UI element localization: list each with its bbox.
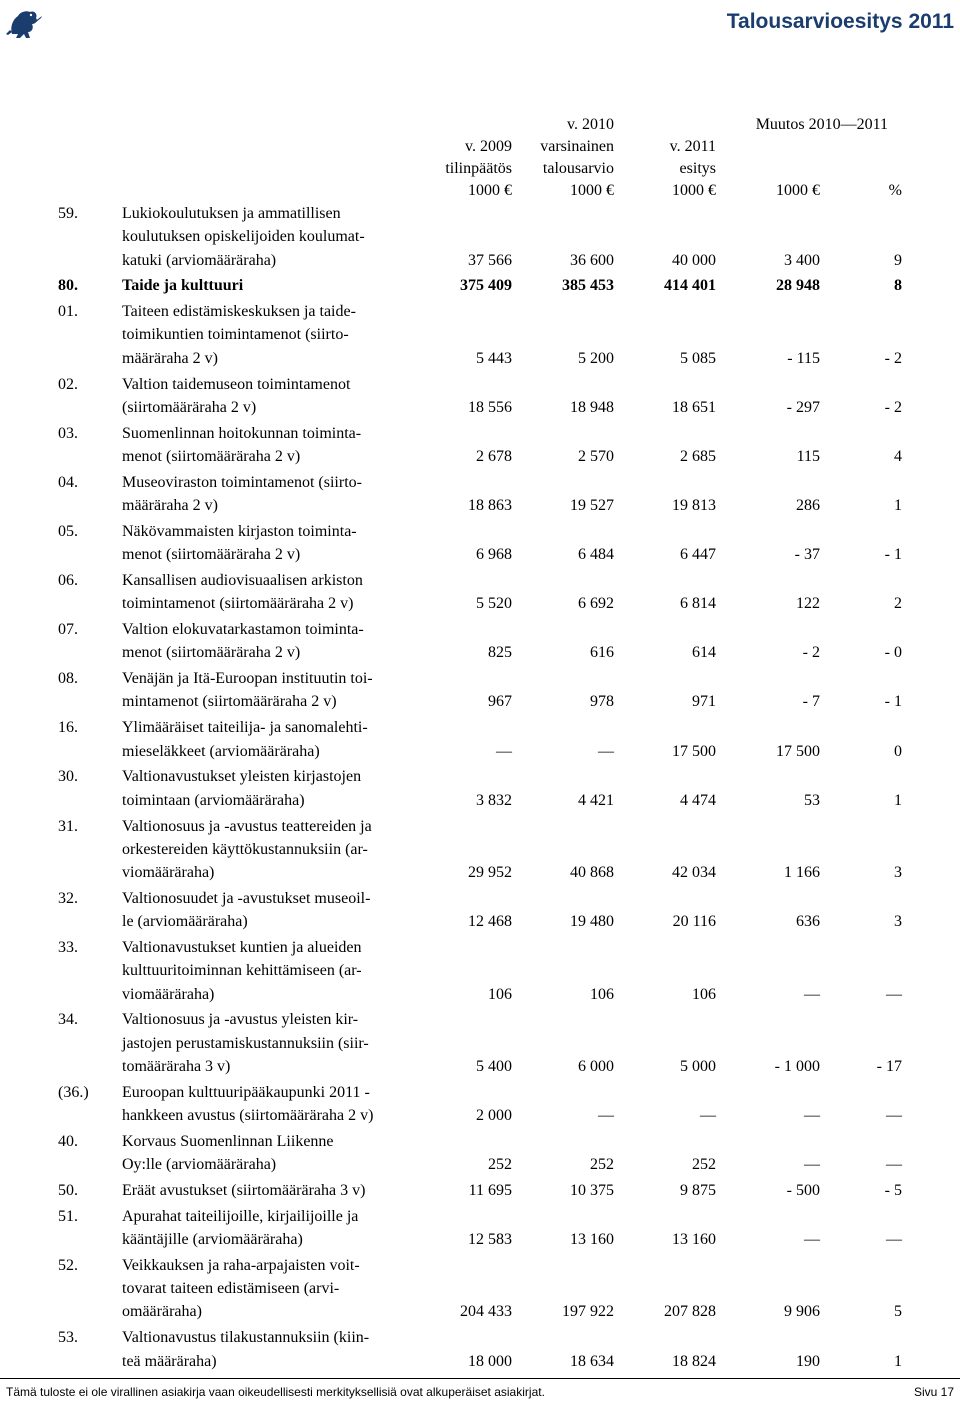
row-code: 31. bbox=[58, 817, 78, 835]
change-eur: — bbox=[804, 1156, 820, 1174]
value-2010: 13 160 bbox=[570, 1231, 614, 1249]
col-header-2009: 1000 € bbox=[468, 182, 512, 199]
table-row bbox=[0, 817, 960, 887]
table-row bbox=[0, 1083, 960, 1130]
value-2010: 616 bbox=[590, 644, 614, 662]
value-2011: 614 bbox=[692, 644, 716, 662]
change-eur: 53 bbox=[804, 791, 820, 809]
row-code: 59. bbox=[58, 205, 78, 222]
row-description: Valtion taidemuseon toimintamenot bbox=[122, 375, 351, 393]
change-pct: - 1 bbox=[884, 693, 902, 711]
row-code: 32. bbox=[58, 889, 78, 907]
change-pct: — bbox=[886, 1231, 902, 1249]
value-2009: 2 678 bbox=[476, 447, 512, 465]
value-2010: 19 480 bbox=[570, 913, 614, 931]
value-2010: 5 200 bbox=[578, 349, 614, 367]
change-pct: — bbox=[886, 1156, 902, 1174]
value-2011: 18 651 bbox=[672, 398, 716, 416]
page-header bbox=[0, 0, 960, 50]
col-header-2010: 1000 € bbox=[570, 182, 614, 199]
table-row bbox=[0, 473, 960, 520]
value-2010: 36 600 bbox=[570, 251, 614, 269]
row-description: menot (siirtomääräraha 2 v) bbox=[122, 644, 301, 662]
change-pct: 4 bbox=[894, 447, 902, 465]
value-2010: 19 527 bbox=[570, 497, 614, 515]
value-2011: 40 000 bbox=[672, 251, 716, 269]
table-row bbox=[0, 1207, 960, 1254]
row-description: Oy:lle (arviomääräraha) bbox=[122, 1156, 277, 1174]
col-header-change: Muutos 2010—2011 bbox=[755, 116, 888, 133]
row-description: Näkövammaisten kirjaston toiminta- bbox=[122, 522, 357, 540]
value-2010: 6 692 bbox=[578, 595, 614, 613]
row-description: jastojen perustamiskustannuksiin (siir- bbox=[122, 1034, 369, 1052]
value-2009: 825 bbox=[488, 644, 512, 662]
value-2009: 37 566 bbox=[468, 251, 512, 269]
value-2009: 967 bbox=[488, 693, 512, 711]
table-row bbox=[0, 1256, 960, 1326]
row-code: (36.) bbox=[58, 1083, 89, 1101]
change-eur: 636 bbox=[796, 913, 820, 931]
row-description: Venäjän ja Itä-Euroopan instituutin toi- bbox=[122, 670, 373, 688]
row-description: Apurahat taiteilijoille, kirjailijoille ja bbox=[122, 1207, 359, 1225]
value-2009: 5 520 bbox=[476, 595, 512, 613]
value-2010: — bbox=[598, 1107, 614, 1125]
table-row bbox=[0, 938, 960, 1008]
row-code: 40. bbox=[58, 1132, 78, 1150]
col-header-2010: v. 2010 bbox=[567, 116, 614, 133]
value-2009: 375 409 bbox=[460, 277, 512, 295]
row-description: menot (siirtomääräraha 2 v) bbox=[122, 447, 301, 465]
row-description: Museoviraston toimintamenot (siirto- bbox=[122, 473, 362, 491]
row-code: 01. bbox=[58, 303, 78, 321]
value-2011: 6 814 bbox=[680, 595, 716, 613]
value-2011: 2 685 bbox=[680, 447, 716, 465]
col-header-change-pct: % bbox=[888, 182, 902, 199]
table-row bbox=[0, 571, 960, 618]
value-2011: 42 034 bbox=[672, 864, 716, 882]
value-2009: — bbox=[496, 742, 512, 760]
row-description: Ylimääräiset taiteilija- ja sanomalehti- bbox=[122, 719, 368, 737]
row-description: (siirtomääräraha 2 v) bbox=[122, 398, 257, 416]
footer-disclaimer: Tämä tuloste ei ole virallinen asiakirja vaan oikeudellisesti merkityksellisiä ovat alkuperäiset asiakirjat. bbox=[6, 1385, 545, 1399]
row-description: menot (siirtomääräraha 2 v) bbox=[122, 546, 301, 564]
col-header-2011: v. 2011 bbox=[669, 138, 716, 155]
change-pct: — bbox=[886, 1107, 902, 1125]
change-eur: 9 906 bbox=[784, 1303, 820, 1321]
change-pct: 1 bbox=[894, 791, 902, 809]
row-description: Kansallisen audiovisuaalisen arkiston bbox=[122, 572, 363, 589]
value-2011: 252 bbox=[692, 1156, 716, 1174]
change-eur: 122 bbox=[796, 595, 820, 613]
table-row bbox=[0, 375, 960, 422]
value-2009: 6 968 bbox=[476, 546, 512, 564]
col-header-2009: tilinpäätös bbox=[445, 160, 512, 177]
row-description: Valtionavustukset yleisten kirjastojen bbox=[122, 768, 362, 786]
change-pct: 3 bbox=[894, 913, 902, 931]
document-title: Talousarvioesitys 2011 bbox=[726, 10, 954, 33]
row-code: 05. bbox=[58, 522, 78, 540]
row-description: Valtionavustus tilakustannuksiin (kiin- bbox=[122, 1329, 370, 1347]
change-pct: — bbox=[886, 985, 902, 1003]
change-pct: 1 bbox=[894, 497, 902, 515]
value-2010: 18 634 bbox=[570, 1352, 614, 1370]
table-row bbox=[0, 669, 960, 716]
row-description: Euroopan kulttuuripääkaupunki 2011 - bbox=[122, 1083, 370, 1101]
value-2011: 20 116 bbox=[672, 913, 716, 931]
change-eur: 190 bbox=[796, 1352, 820, 1370]
row-code: 53. bbox=[58, 1329, 78, 1347]
value-2011: 13 160 bbox=[672, 1231, 716, 1249]
value-2011: 414 401 bbox=[664, 277, 716, 295]
value-2009: 12 468 bbox=[468, 913, 512, 931]
row-code: 03. bbox=[58, 424, 78, 442]
row-description: Korvaus Suomenlinnan Liikenne bbox=[122, 1132, 334, 1150]
table-row bbox=[0, 424, 960, 471]
change-eur: - 500 bbox=[786, 1182, 820, 1199]
value-2011: 5 085 bbox=[680, 349, 716, 367]
row-description: tomääräraha 3 v) bbox=[122, 1057, 231, 1075]
lion-crest-icon bbox=[4, 4, 44, 44]
value-2009: 252 bbox=[488, 1156, 512, 1174]
change-pct: - 1 bbox=[884, 546, 902, 564]
value-2011: 5 000 bbox=[680, 1057, 716, 1075]
table-row bbox=[0, 1181, 960, 1204]
value-2009: 18 000 bbox=[468, 1352, 512, 1370]
row-code: 30. bbox=[58, 768, 78, 786]
row-code: 80. bbox=[58, 277, 78, 295]
row-description: määräraha 2 v) bbox=[122, 349, 218, 367]
change-eur: - 297 bbox=[786, 398, 820, 416]
value-2010: 385 453 bbox=[562, 277, 614, 295]
table-row bbox=[0, 767, 960, 814]
row-description: hankkeen avustus (siirtomääräraha 2 v) bbox=[122, 1107, 374, 1125]
row-description: Valtionosuudet ja -avustukset museoil- bbox=[122, 889, 371, 907]
row-description: mintamenot (siirtomääräraha 2 v) bbox=[122, 693, 337, 711]
col-header-change-eur: 1000 € bbox=[776, 182, 820, 199]
value-2009: 29 952 bbox=[468, 864, 512, 882]
row-description: kääntäjille (arviomääräraha) bbox=[122, 1231, 303, 1249]
value-2011: 17 500 bbox=[672, 742, 716, 760]
value-2011: 19 813 bbox=[672, 497, 716, 515]
change-pct: 5 bbox=[894, 1303, 902, 1321]
col-header-2010: varsinainen bbox=[540, 138, 614, 155]
row-description: viomääräraha) bbox=[122, 864, 215, 882]
value-2009: 18 863 bbox=[468, 497, 512, 515]
col-header-2011: 1000 € bbox=[672, 182, 716, 199]
value-2009: 5 443 bbox=[476, 349, 512, 367]
value-2011: 971 bbox=[692, 693, 716, 711]
table-row bbox=[0, 522, 960, 569]
value-2009: 2 000 bbox=[476, 1107, 512, 1125]
row-description: toimikuntien toimintamenot (siirto- bbox=[122, 326, 349, 344]
row-description: Suomenlinnan hoitokunnan toiminta- bbox=[122, 424, 362, 442]
row-description: orkestereiden käyttökustannuksiin (ar- bbox=[122, 840, 368, 858]
value-2010: 18 948 bbox=[570, 398, 614, 416]
row-code: 02. bbox=[58, 375, 78, 393]
change-pct: 2 bbox=[894, 595, 902, 613]
row-code: 33. bbox=[58, 939, 78, 956]
row-description: Valtionosuus ja -avustus teattereiden ja bbox=[122, 817, 372, 835]
change-pct: 9 bbox=[894, 251, 902, 269]
value-2011: 207 828 bbox=[664, 1303, 716, 1321]
table-row bbox=[0, 276, 960, 299]
value-2011: — bbox=[700, 1107, 716, 1125]
row-description: toimintamenot (siirtomääräraha 2 v) bbox=[122, 595, 354, 613]
change-pct: - 2 bbox=[884, 398, 902, 416]
footer-divider bbox=[0, 1378, 960, 1379]
table-row bbox=[0, 889, 960, 936]
col-header-2010: talousarvio bbox=[542, 160, 614, 177]
change-pct: - 17 bbox=[876, 1057, 902, 1075]
change-pct: 8 bbox=[894, 277, 902, 295]
row-code: 16. bbox=[58, 719, 78, 737]
change-pct: - 5 bbox=[884, 1182, 902, 1199]
row-description: Veikkauksen ja raha-arpajaisten voit- bbox=[122, 1256, 360, 1274]
value-2011: 6 447 bbox=[680, 546, 716, 564]
row-description: toimintaan (arviomääräraha) bbox=[122, 791, 305, 809]
value-2011: 9 875 bbox=[680, 1182, 716, 1199]
change-eur: - 1 000 bbox=[774, 1057, 820, 1075]
value-2010: 6 484 bbox=[578, 546, 614, 564]
row-description: teä määräraha) bbox=[122, 1352, 217, 1370]
row-description: Taiteen edistämiskeskuksen ja taide- bbox=[122, 303, 356, 321]
row-description: kulttuuritoiminnan kehittämiseen (ar- bbox=[122, 962, 362, 980]
value-2009: 3 832 bbox=[476, 791, 512, 809]
row-description: määräraha 2 v) bbox=[122, 497, 218, 515]
row-description: viomääräraha) bbox=[122, 985, 215, 1003]
value-2010: 40 868 bbox=[570, 864, 614, 882]
table-row bbox=[0, 620, 960, 667]
change-eur: 115 bbox=[796, 447, 820, 465]
change-eur: - 37 bbox=[794, 546, 820, 564]
change-eur: 286 bbox=[796, 497, 820, 515]
row-description: Taide ja kulttuuri bbox=[122, 277, 244, 295]
row-description: le (arviomääräraha) bbox=[122, 913, 248, 931]
row-code: 07. bbox=[58, 621, 78, 639]
change-eur: - 7 bbox=[802, 693, 820, 711]
row-code: 08. bbox=[58, 670, 78, 688]
row-description: katuki (arviomääräraha) bbox=[122, 251, 277, 269]
row-description: Lukiokoulutuksen ja ammatillisen bbox=[122, 205, 341, 222]
row-description: tovarat taiteen edistämiseen (arvi- bbox=[122, 1280, 340, 1298]
table-row bbox=[0, 718, 960, 765]
value-2010: 106 bbox=[590, 985, 614, 1003]
value-2011: 106 bbox=[692, 985, 716, 1003]
change-eur: 3 400 bbox=[784, 251, 820, 269]
row-code: 06. bbox=[58, 572, 78, 589]
page-number: Sivu 17 bbox=[913, 1385, 954, 1399]
table-row bbox=[0, 1132, 960, 1179]
value-2011: 4 474 bbox=[680, 791, 716, 809]
change-eur: — bbox=[804, 1107, 820, 1125]
row-description: Valtionosuus ja -avustus yleisten kir- bbox=[122, 1011, 359, 1029]
value-2010: 978 bbox=[590, 693, 614, 711]
row-code: 04. bbox=[58, 473, 78, 491]
value-2010: 252 bbox=[590, 1156, 614, 1174]
table-row bbox=[0, 302, 960, 372]
value-2009: 12 583 bbox=[468, 1231, 512, 1249]
change-eur: — bbox=[804, 1231, 820, 1249]
change-pct: - 0 bbox=[884, 644, 902, 662]
row-description: koulutuksen opiskelijoiden koulumat- bbox=[122, 228, 365, 246]
change-eur: — bbox=[804, 985, 820, 1003]
value-2010: 6 000 bbox=[578, 1057, 614, 1075]
row-description: Valtionavustukset kuntien ja alueiden bbox=[122, 939, 362, 956]
value-2009: 11 695 bbox=[468, 1182, 512, 1199]
value-2009: 18 556 bbox=[468, 398, 512, 416]
table-row bbox=[0, 1010, 960, 1080]
value-2010: 10 375 bbox=[570, 1182, 614, 1199]
row-description: omääräraha) bbox=[122, 1303, 202, 1321]
value-2010: — bbox=[598, 742, 614, 760]
change-eur: 1 166 bbox=[784, 864, 820, 882]
value-2010: 4 421 bbox=[578, 791, 614, 809]
row-description: mieseläkkeet (arviomääräraha) bbox=[122, 742, 320, 760]
value-2009: 5 400 bbox=[476, 1057, 512, 1075]
row-code: 50. bbox=[58, 1182, 78, 1199]
table-row bbox=[0, 204, 960, 274]
row-code: 51. bbox=[58, 1207, 78, 1225]
change-pct: 1 bbox=[894, 1352, 902, 1370]
value-2011: 18 824 bbox=[672, 1352, 716, 1370]
value-2009: 106 bbox=[488, 985, 512, 1003]
value-2010: 2 570 bbox=[578, 447, 614, 465]
row-description: Eräät avustukset (siirtomääräraha 3 v) bbox=[122, 1182, 366, 1199]
change-pct: 0 bbox=[894, 742, 902, 760]
table-row bbox=[0, 1328, 960, 1375]
change-eur: 28 948 bbox=[776, 277, 820, 295]
change-eur: 17 500 bbox=[776, 742, 820, 760]
row-code: 34. bbox=[58, 1011, 78, 1029]
change-pct: 3 bbox=[894, 864, 902, 882]
row-code: 52. bbox=[58, 1256, 78, 1274]
value-2010: 197 922 bbox=[562, 1303, 614, 1321]
col-header-2009: v. 2009 bbox=[465, 138, 512, 155]
value-2009: 204 433 bbox=[460, 1303, 512, 1321]
change-eur: - 2 bbox=[802, 644, 820, 662]
col-header-2011: esitys bbox=[679, 160, 716, 177]
change-eur: - 115 bbox=[787, 349, 820, 367]
change-pct: - 2 bbox=[884, 349, 902, 367]
row-description: Valtion elokuvatarkastamon toiminta- bbox=[122, 621, 364, 639]
